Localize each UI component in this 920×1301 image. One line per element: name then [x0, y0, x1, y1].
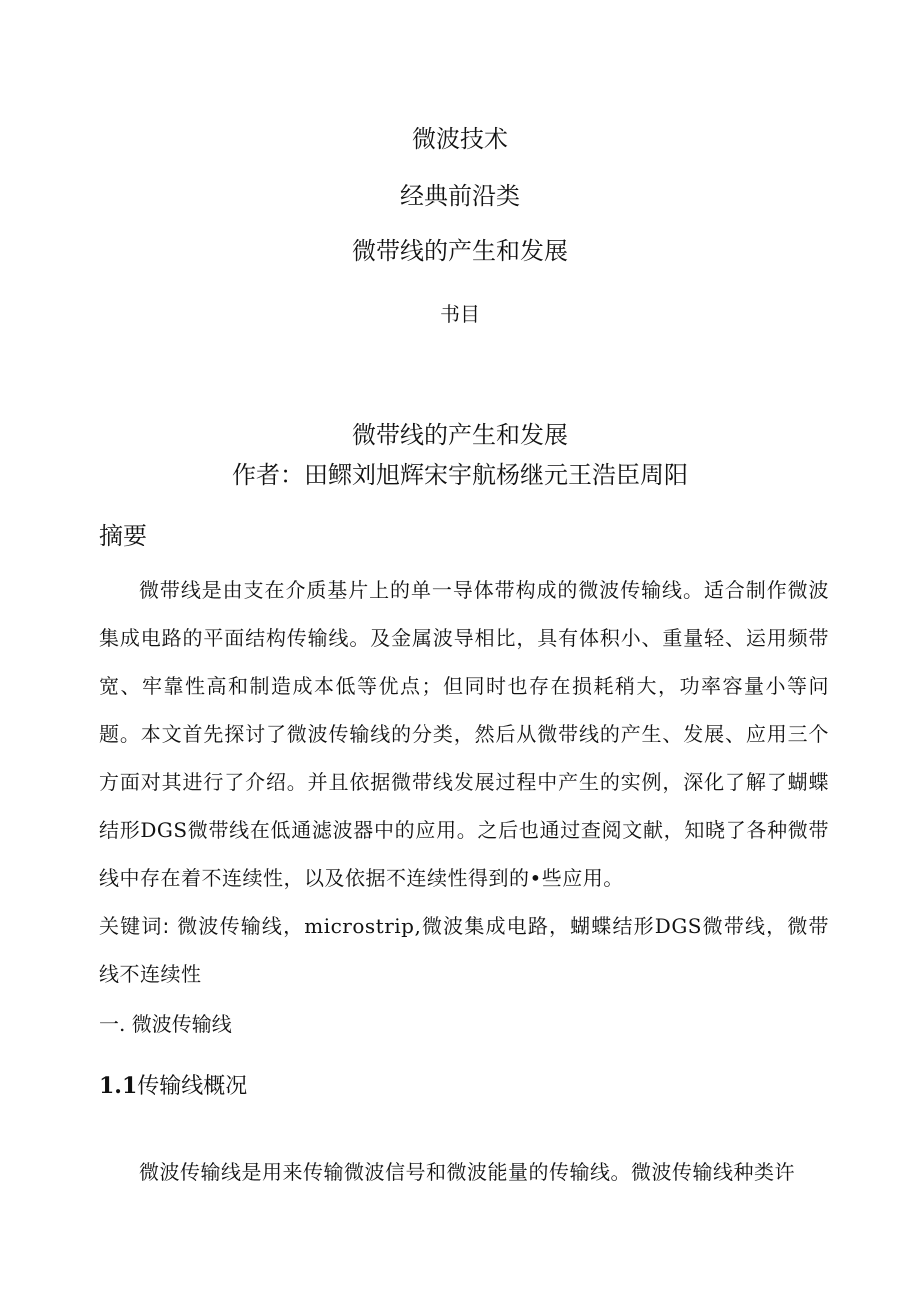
abstract-body: 微带线是由支在介质基片上的单一导体带构成的微波传输线。适合制作微波集成电路的平面结构传输线。及金属波导相比，具有体积小、重量轻、运用频带宽、牢靠性高和制造成本低等优点；但同时也存在损耗稍大，功率容量小等问题。本文首先探讨了微波传输线的分类，然后从微带线的产生、发展、应用三个方面对其进行了介绍。并且依据微带线发展过程中产生的实例，深化了解了蝴蝶结形DGS微带线在低通滤波器中的应用。之后也通过查阅文献，知晓了各种微带线中存在着不连续性，以及依据不连续性得到的•些应用。: [99, 578, 829, 890]
abstract-section: [99, 566, 829, 902]
section-body: [99, 1148, 829, 1196]
toc-label: 书目: [440, 302, 480, 326]
article-title: 微带线的产生和发展: [352, 421, 568, 449]
cover-category: 经典前沿类: [400, 182, 520, 210]
cover-title: 微带线的产生和发展: [352, 237, 568, 265]
subsection-number: 1.1: [99, 1073, 138, 1099]
subsection-heading: [99, 1072, 829, 1101]
abstract-heading: 摘要: [99, 522, 147, 550]
keywords-label: 关键词:: [99, 914, 170, 938]
section-heading: 一. 微波传输线: [99, 1012, 232, 1036]
subsection-title: 传输线概况: [137, 1074, 248, 1099]
keywords-paragraph: [99, 902, 829, 998]
keywords-text: 微波传输线，microstrip,微波集成电路，蝴蝶结形DGS微带线，微带线不连续性: [99, 914, 829, 986]
cover-subject: 微波技术: [412, 125, 508, 153]
article-authors: 作者：田鳏刘旭辉宋宇航杨继元王浩臣周阳: [232, 461, 688, 489]
section-body-paragraph: 微波传输线是用来传输微波信号和微波能量的传输线。微波传输线种类许: [139, 1160, 795, 1184]
keywords-section: [99, 902, 829, 998]
